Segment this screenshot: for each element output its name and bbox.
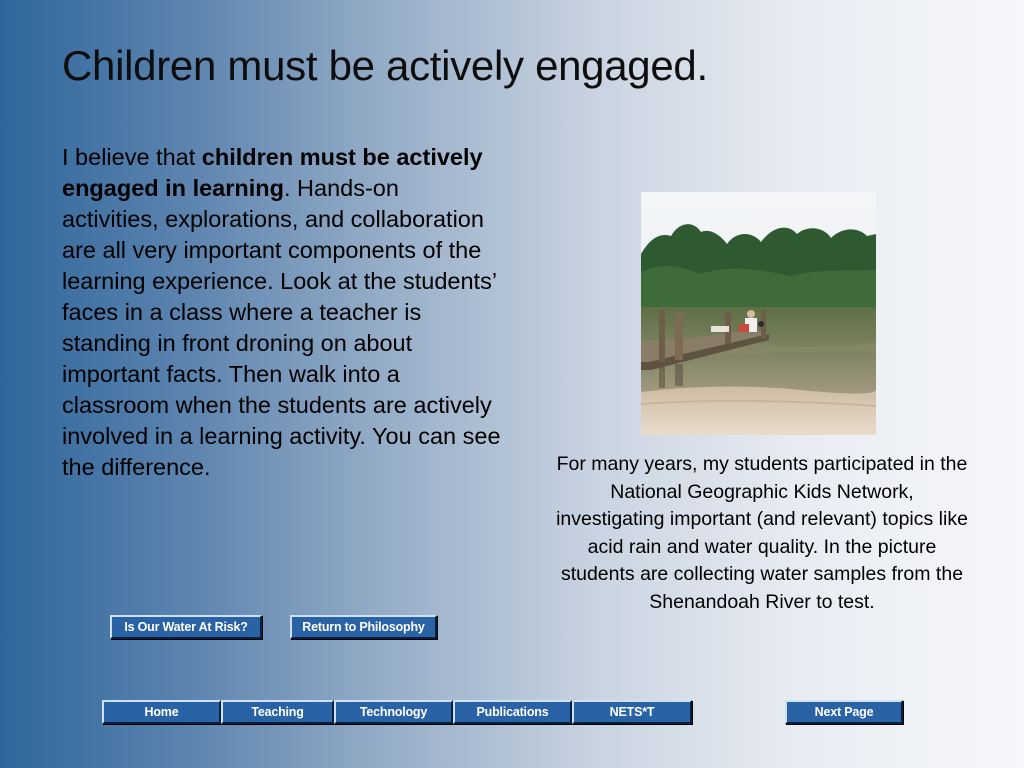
next-page-button[interactable]: Next Page (785, 700, 903, 724)
is-our-water-at-risk-button[interactable]: Is Our Water At Risk? (110, 615, 262, 639)
nav-teaching-button[interactable]: Teaching (221, 700, 334, 724)
nav-netst-button[interactable]: NETS*T (572, 700, 692, 724)
river-photo (641, 192, 876, 435)
body-paragraph (62, 142, 502, 483)
body-intro: I believe that (62, 144, 202, 170)
body-rest: . Hands-on activities, explorations, and collaboration are all very important components of the learning experience. Look at the students’ faces in a class where a teacher is standing in front droning on about important facts. Then walk into a classroom when the students are actively involved in a learning activity. You can see the difference. (62, 175, 501, 480)
photo-caption: For many years, my students participated in the National Geographic Kids Network, investigating important (and relevant) topics like acid rain and water quality. In the picture students are collecting water samples from the Shenandoah River to test. (556, 453, 968, 613)
nav-technology-button[interactable]: Technology (334, 700, 453, 724)
nav-home-button[interactable]: Home (102, 700, 221, 724)
river-photo-image (641, 192, 876, 435)
slide-title: Children must be actively engaged. (62, 42, 708, 89)
nav-publications-button[interactable]: Publications (453, 700, 572, 724)
body-emphasis: children must be actively engaged in learning (62, 144, 483, 201)
return-to-philosophy-button[interactable]: Return to Philosophy (290, 615, 437, 639)
